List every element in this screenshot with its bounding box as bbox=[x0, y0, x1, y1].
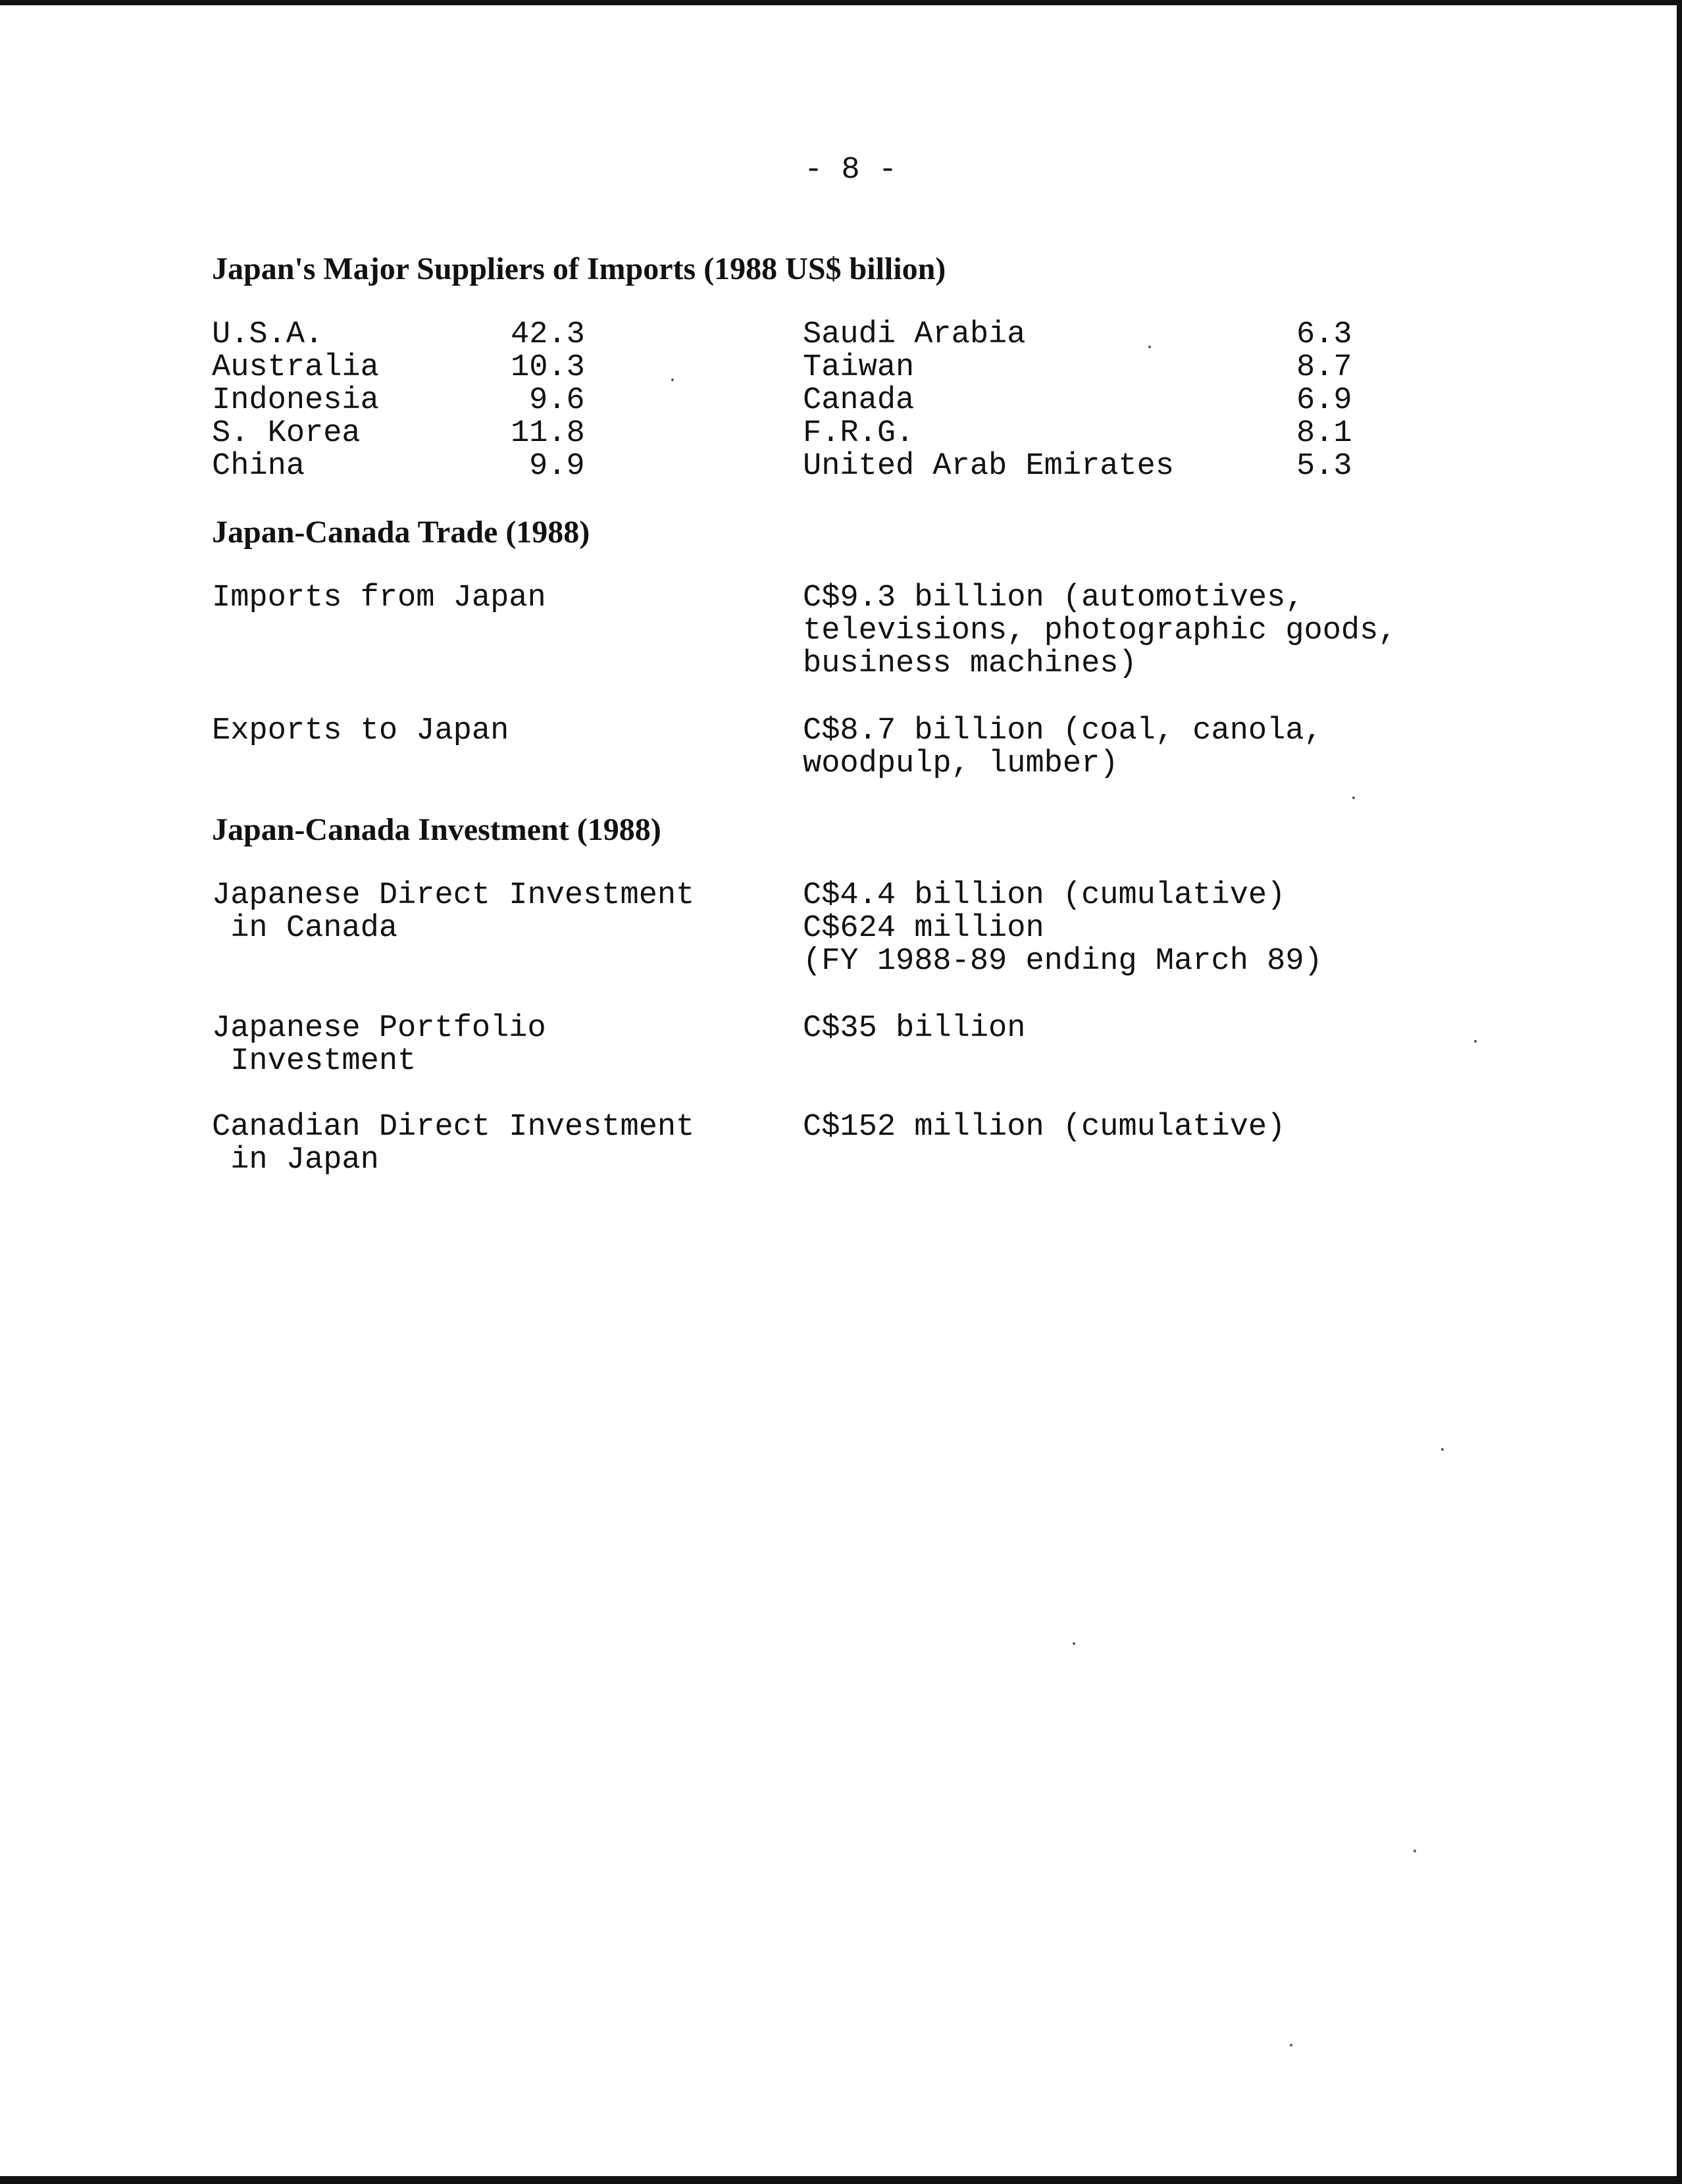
supplier-country: U.S.A. bbox=[212, 317, 324, 352]
supplier-value: 42.3 bbox=[511, 317, 585, 352]
supplier-value: 5.3 bbox=[1296, 449, 1352, 484]
scan-border-bottom bbox=[0, 2176, 1682, 2184]
imports-value-line: business machines) bbox=[803, 646, 1137, 681]
supplier-country: United Arab Emirates bbox=[803, 449, 1175, 484]
scan-speck bbox=[671, 378, 674, 381]
scan-speck bbox=[1073, 1642, 1075, 1645]
supplier-value: 11.8 bbox=[511, 416, 585, 451]
supplier-value: 9.6 bbox=[529, 383, 585, 418]
jpi-label-line: Investment bbox=[212, 1044, 417, 1079]
supplier-country: Canada bbox=[803, 383, 915, 418]
supplier-country: China bbox=[212, 449, 305, 484]
investment-heading: Japan-Canada Investment (1988) bbox=[212, 812, 661, 847]
scan-speck bbox=[1441, 1448, 1444, 1451]
scan-speck bbox=[1352, 796, 1355, 799]
cdi-label-line: Canadian Direct Investment bbox=[212, 1110, 695, 1145]
scan-border-right bbox=[1677, 0, 1682, 2184]
supplier-value: 9.9 bbox=[529, 449, 585, 484]
jdi-label-line: Japanese Direct Investment bbox=[212, 878, 695, 913]
supplier-value: 6.9 bbox=[1296, 383, 1352, 418]
supplier-value: 8.7 bbox=[1296, 350, 1352, 385]
supplier-country: S. Korea bbox=[212, 416, 361, 451]
imports-value-line: televisions, photographic goods, bbox=[803, 613, 1397, 648]
cdi-label-line: in Japan bbox=[212, 1143, 379, 1178]
supplier-value: 10.3 bbox=[511, 350, 585, 385]
scan-speck bbox=[1148, 346, 1151, 348]
supplier-country: F.R.G. bbox=[803, 416, 915, 451]
jdi-value-line: (FY 1988-89 ending March 89) bbox=[803, 944, 1323, 979]
supplier-country: Indonesia bbox=[212, 383, 379, 418]
supplier-country: Saudi Arabia bbox=[803, 317, 1026, 352]
jdi-label-line: in Canada bbox=[212, 911, 398, 946]
jdi-value-line: C$624 million bbox=[803, 911, 1044, 946]
page-number: - 8 - bbox=[804, 153, 898, 188]
exports-label: Exports to Japan bbox=[212, 714, 509, 748]
trade-heading: Japan-Canada Trade (1988) bbox=[212, 515, 590, 550]
imports-value-line: C$9.3 billion (automotives, bbox=[803, 581, 1304, 615]
imports-label: Imports from Japan bbox=[212, 581, 546, 615]
exports-value-line: C$8.7 billion (coal, canola, bbox=[803, 714, 1323, 748]
scan-speck bbox=[1474, 1040, 1477, 1043]
supplier-country: Taiwan bbox=[803, 350, 915, 385]
supplier-country: Australia bbox=[212, 350, 379, 385]
supplier-value: 6.3 bbox=[1296, 317, 1352, 352]
jpi-value: C$35 billion bbox=[803, 1011, 1026, 1046]
cdi-value: C$152 million (cumulative) bbox=[803, 1110, 1286, 1145]
exports-value-line: woodpulp, lumber) bbox=[803, 746, 1119, 781]
supplier-value: 8.1 bbox=[1296, 416, 1352, 451]
scan-speck bbox=[1290, 2044, 1292, 2046]
scan-border-top bbox=[0, 0, 1682, 5]
suppliers-heading: Japan's Major Suppliers of Imports (1988 US$ billion) bbox=[212, 251, 946, 286]
scan-speck bbox=[1414, 1850, 1416, 1852]
jdi-value-line: C$4.4 billion (cumulative) bbox=[803, 878, 1286, 913]
jpi-label-line: Japanese Portfolio bbox=[212, 1011, 546, 1046]
